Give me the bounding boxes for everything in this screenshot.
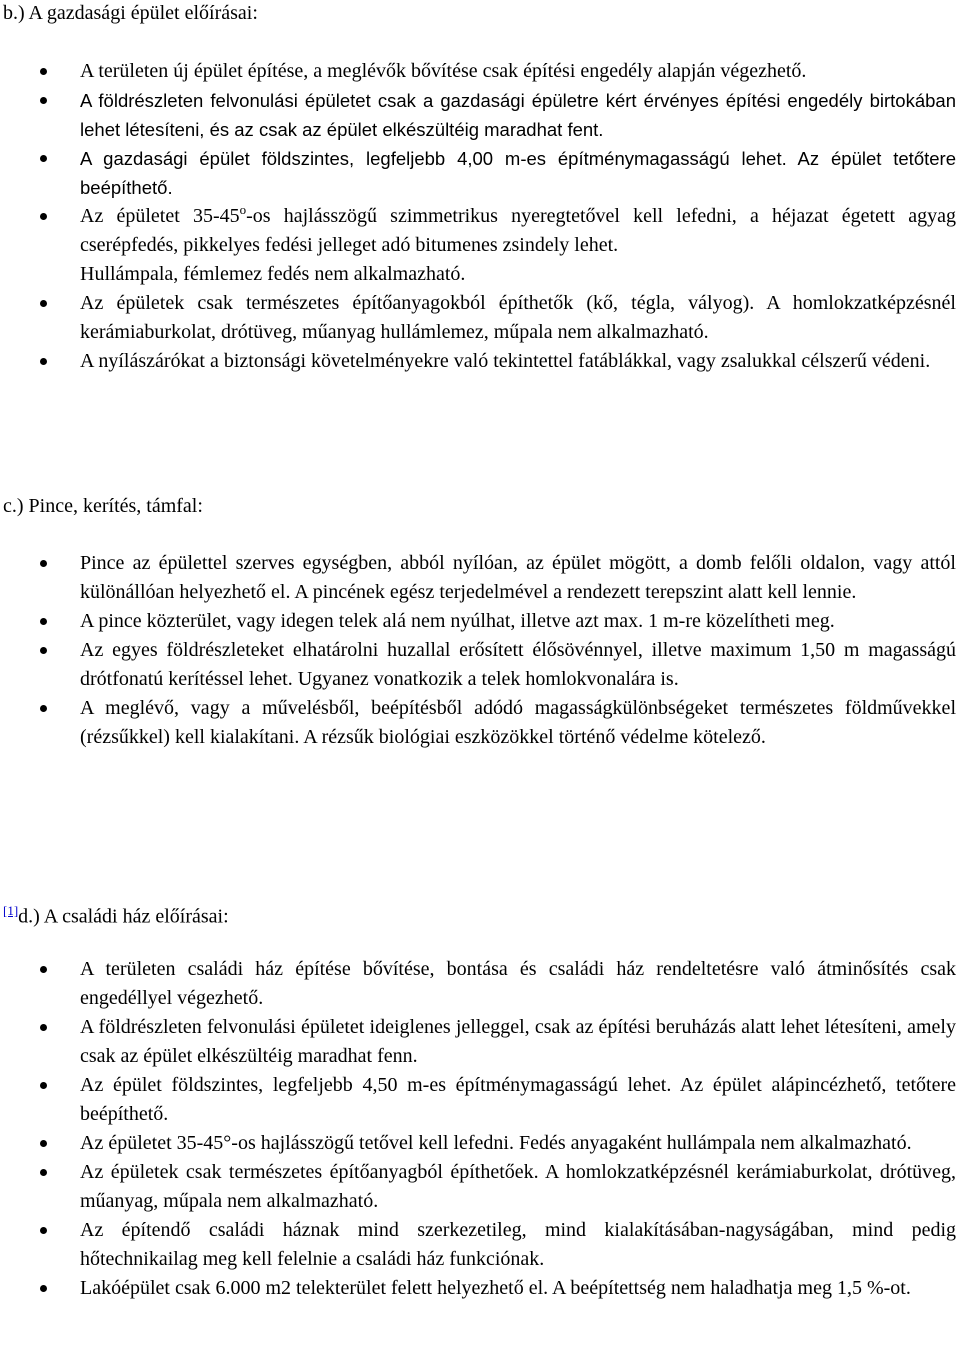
list-item: Az épületek csak természetes építőanyagból építhetőek. A homlokzatképzésnél kerámiaburkolat, drótüveg, műanyag, műpala nem alkalmazható. bbox=[0, 1158, 956, 1216]
list-item: Lakóépület csak 6.000 m2 telekterület felett helyezhető el. A beépítettség nem haladhatja meg 1,5 %-ot. bbox=[0, 1274, 956, 1303]
list-item: A területen új épület építése, a meglévők bővítése csak építési engedély alapján végezhető. bbox=[0, 57, 956, 86]
roof-text-suffix: -os hajlásszögű szimmetrikus nyeregtetővel kell lefedni, a héjazat égetett agyag cserépfedés, pikkelyes fedési jelleget adó bitumenes zsindely lehet. bbox=[80, 205, 956, 256]
list-item: A pince közterület, vagy idegen telek alá nem nyúlhat, illetve azt max. 1 m-re közelítheti meg. bbox=[0, 607, 956, 636]
list-item: A földrészleten felvonulási épületet csak a gazdasági épületre kért érvényes építési engedély birtokában lehet létesíteni, és az csak az épület elkészültéig maradhat fent. bbox=[0, 86, 956, 144]
list-item: Pince az épülettel szerves egységben, abból nyílóan, az épület mögött, a domb felőli oldalon, vagy attól különállóan helyezhető el. A pincének egész terjedelmével a rendezett terepszint alatt kell lennie. bbox=[0, 549, 956, 607]
list-item: Az épületek csak természetes építőanyagokból építhetők (kő, tégla, vályog). A homlokzatképzésnél kerámiaburkolat, drótüveg, műanyag hullámlemez, műpala nem alkalmazható. bbox=[0, 289, 956, 347]
section-c-list bbox=[0, 549, 956, 752]
list-item: A gazdasági épület földszintes, legfeljebb 4,00 m-es építménymagasságú lehet. Az épület tetőtere beépíthető. bbox=[0, 144, 956, 202]
degree-superscript: o bbox=[239, 202, 247, 217]
list-item: A földrészleten felvonulási épületet ideiglenes jelleggel, csak az építési beruházás alatt lehet létesíteni, amely csak az épület elkészültéig maradhat fenn. bbox=[0, 1013, 956, 1071]
list-item: A területen családi ház építése bővítése, bontása és családi ház rendeltetésre való átminősítés csak engedéllyel végezhető. bbox=[0, 955, 956, 1013]
section-b-list bbox=[0, 57, 956, 376]
roof-text-prefix: Az épületet 35-45 bbox=[80, 205, 240, 227]
list-item: A nyílászárókat a biztonsági követelményekre való tekintettel fatáblákkal, vagy zsalukkal célszerű védeni. bbox=[0, 347, 956, 376]
section-d-heading-text: d.) A családi ház előírásai: bbox=[18, 905, 229, 928]
list-item: Az építendő családi háznak mind szerkezetileg, mind kialakításában-nagyságában, mind pedig hőtechnikailag meg kell felelnie a családi ház funkciónak. bbox=[0, 1216, 956, 1274]
list-item: Az épület földszintes, legfeljebb 4,50 m-es építménymagasságú lehet. Az épület alápincézhető, tetőtere beépíthető. bbox=[0, 1071, 956, 1129]
list-item bbox=[0, 202, 956, 289]
section-b-heading: b.) A gazdasági épület előírásai: bbox=[3, 2, 258, 24]
section-d-list bbox=[0, 955, 956, 1303]
list-item: Az épületet 35-45°-os hajlásszögű tetővel kell lefedni. Fedés anyagaként hullámpala nem alkalmazható. bbox=[0, 1129, 956, 1158]
roof-text-extra: Hullámpala, fémlemez fedés nem alkalmazható. bbox=[80, 263, 466, 285]
list-item: A meglévő, vagy a művelésből, beépítésből adódó magasságkülönbségeket természetes földművekkel (rézsűkkel) kell kialakítani. A rézsűk biológiai eszközökkel történő védelme kötelező. bbox=[0, 694, 956, 752]
section-d-heading bbox=[3, 896, 229, 932]
section-c-heading: c.) Pince, kerítés, támfal: bbox=[3, 495, 203, 517]
footnote-reference-link[interactable]: [1] bbox=[3, 903, 19, 918]
list-item: Az egyes földrészleteket elhatárolni huzallal erősített élősövénnyel, illetve maximum 1,50 m magasságú drótfonatú kerítéssel lehet. Ugyanez vonatkozik a telek homlokvonalára is. bbox=[0, 636, 956, 694]
